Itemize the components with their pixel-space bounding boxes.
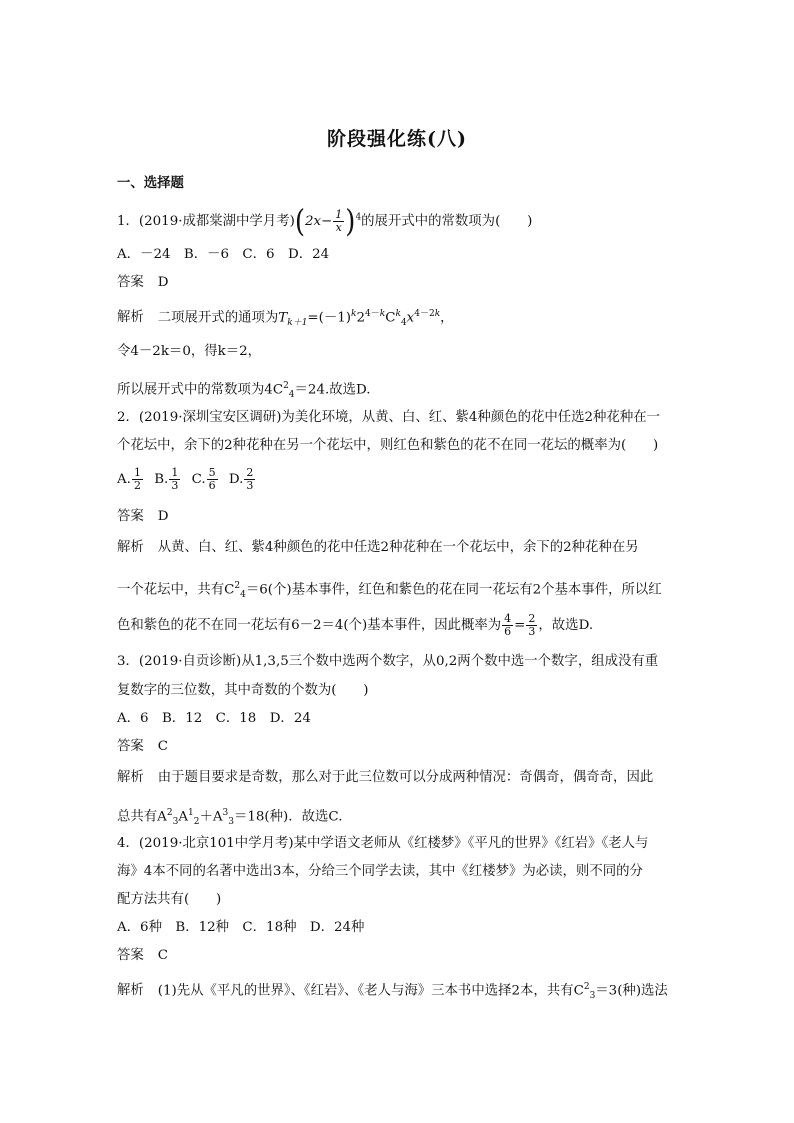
q3-options: A．6 B．12 C．18 D．24: [117, 711, 311, 726]
q1-expr: 2x−: [304, 214, 333, 229]
q3-answer: 答案 C: [117, 739, 169, 754]
q3-line-2: 复数字的三位数，其中奇数的个数为( ): [117, 683, 369, 698]
q1-analysis-2: 令4－2k＝0，得k＝2，: [117, 344, 262, 359]
q1-answer: 答案 D: [117, 275, 169, 290]
left-paren: (: [294, 203, 305, 240]
q2-analysis-1: 解析 从黄、白、红、紫4种颜色的花中任选2种花种在一个花坛中，余下的2种花种在另: [117, 540, 639, 555]
q1-suffix: 的展开式中的常数项为( ): [361, 214, 533, 229]
q2-option-c: C. $\frac{5}{6}$: [191, 466, 216, 492]
q1-analysis-1: 解析 二项展开式的通项为$T_{k+1}=(-1)^k2^{4-k}C^k_4x^{4-2k}$，: [117, 309, 454, 329]
q4-line-3: 配方法共有( ): [117, 892, 222, 907]
q2-line-1: 2．(2019·深圳宝安区调研)为美化环境，从黄、白、红、紫4种颜色的花中任选2种花种在一: [117, 410, 661, 425]
q3-analysis-1: 解析 由于题目要求是奇数，那么对于此三位数可以分成两种情况：奇偶奇，偶奇奇，因此: [117, 770, 654, 785]
q2-option-b: B. $\frac{1}{3}$: [154, 466, 179, 492]
q1-power: 4: [355, 212, 362, 223]
page-title: 阶段强化练(八): [327, 128, 467, 150]
q1-prefix: 1．(2019·成都棠湖中学月考): [117, 214, 295, 229]
q2-option-d: D. $\frac{2}{3}$: [228, 466, 254, 492]
question-1: [117, 203, 533, 240]
q2-option-a: A. $\frac{1}{2}$: [117, 466, 141, 492]
q2-analysis-2: 一个花坛中，共有$C^2_4=6$(个)基本事件，红色和紫色的花在同一花坛有2个基本事件，所以红: [117, 581, 662, 601]
q2-options: [117, 467, 256, 492]
q2-analysis-3: 色和紫色的花不在同一花坛有6－2＝4(个)基本事件，因此概率为 $\frac{4}{6}$ = $\frac{2}{3}$ ，故选D.: [117, 612, 594, 638]
q3-line-1: 3．(2019·自贡诊断)从1,3,5三个数中选两个数字，从0,2两个数中选一个数字，组成没有重: [117, 654, 659, 669]
q4-line-1: 4．(2019·北京101中学月考)某中学语文老师从《红楼梦》《平凡的世界》《红岩》《老人与: [117, 836, 649, 851]
right-paren: ): [345, 203, 356, 240]
q1-options: A．－24 B．－6 C．6 D．24: [117, 247, 330, 262]
q1-fraction: $\frac{1}{x}$: [335, 208, 343, 234]
section-heading: 一、选择题: [117, 175, 184, 191]
q4-answer: 答案 C: [117, 948, 169, 963]
q4-line-2: 海》4本不同的名著中选出3本，分给三个同学去读，其中《红楼梦》为必读，则不同的分: [117, 864, 643, 879]
q1-analysis-3: 所以展开式中的常数项为$4C^2_4=24$.故选D.: [117, 381, 371, 401]
q2-line-2: 个花坛中，余下的2种花种在另一个花坛中，则红色和紫色的花不在同一花坛的概率为( ): [117, 438, 659, 453]
q4-analysis-1: 解析 (1)先从《平凡的世界》、《红岩》、《老人与海》三本书中选择2本，共有$C^2_3=3$(种)选法: [117, 982, 668, 1002]
q4-options: A．6种 B．12种 C．18种 D．24种: [117, 920, 365, 935]
q3-analysis-2: 总共有$A^2_3A^1_2+A^3_3=18$(种)．故选C.: [117, 808, 343, 828]
q2-answer: 答案 D: [117, 509, 169, 524]
